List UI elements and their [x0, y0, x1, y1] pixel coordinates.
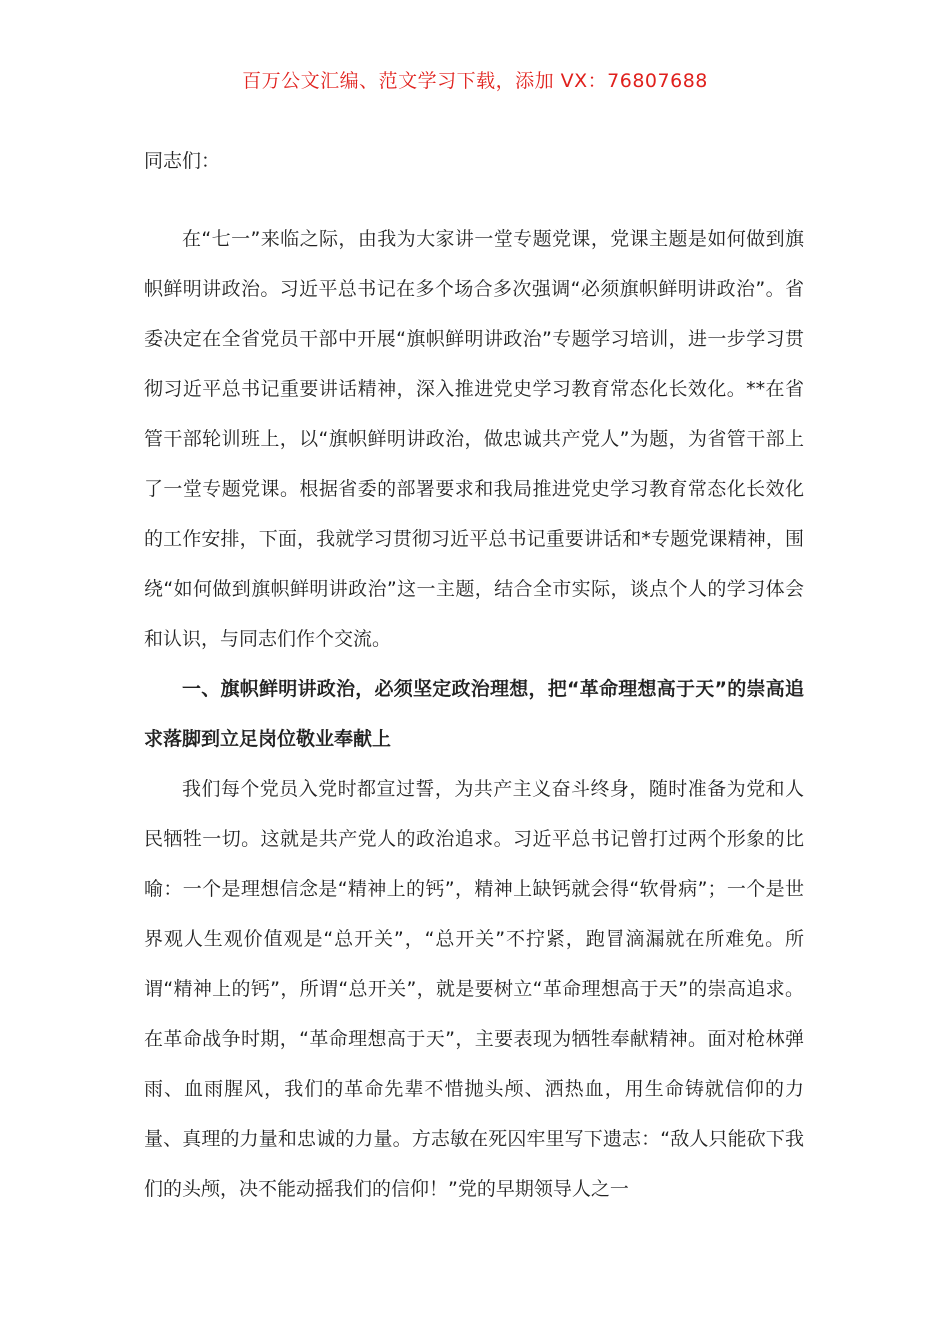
section-heading-1: 一、旗帜鲜明讲政治，必须坚定政治理想，把“革命理想高于天”的崇高追求落脚到立足岗位敬业奉献上 [144, 678, 804, 750]
document-body [144, 136, 804, 1214]
salutation: 同志们： [144, 150, 221, 172]
paragraph-intro: 在“七一”来临之际，由我为大家讲一堂专题党课，党课主题是如何做到旗帜鲜明讲政治。习近平总书记在多个场合多次强调“必须旗帜鲜明讲政治”。省委决定在全省党员干部中开展“旗帜鲜明讲政治”专题学习培训，进一步学习贯彻习近平总书记重要讲话精神，深入推进党史学习教育常态化长效化。**在省管干部轮训班上，以“旗帜鲜明讲政治，做忠诚共产党人”为题，为省管干部上了一堂专题党课。根据省委的部署要求和我局推进党史学习教育常态化长效化的工作安排，下面，我就学习贯彻习近平总书记重要讲话和*专题党课精神，围绕“如何做到旗帜鲜明讲政治”这一主题，结合全市实际，谈点个人的学习体会和认识，与同志们作个交流。 [144, 228, 804, 650]
paragraph-section-1: 我们每个党员入党时都宣过誓，为共产主义奋斗终身，随时准备为党和人民牺牲一切。这就是共产党人的政治追求。习近平总书记曾打过两个形象的比喻：一个是理想信念是“精神上的钙”，精神上缺钙就会得“软骨病”；一个是世界观人生观价值观是“总开关”，“总开关”不拧紧，跑冒滴漏就在所难免。所谓“精神上的钙”，所谓“总开关”，就是要树立“革命理想高于天”的崇高追求。在革命战争时期，“革命理想高于天”，主要表现为牺牲奉献精神。面对枪林弹雨、血雨腥风，我们的革命先辈不惜抛头颅、洒热血，用生命铸就信仰的力量、真理的力量和忠诚的力量。方志敏在死囚牢里写下遗志：“敌人只能砍下我们的头颅，决不能动摇我们的信仰！”党的早期领导人之一 [144, 778, 804, 1200]
header-note: 百万公文汇编、范文学习下载，添加 VX：76807688 [242, 70, 708, 92]
